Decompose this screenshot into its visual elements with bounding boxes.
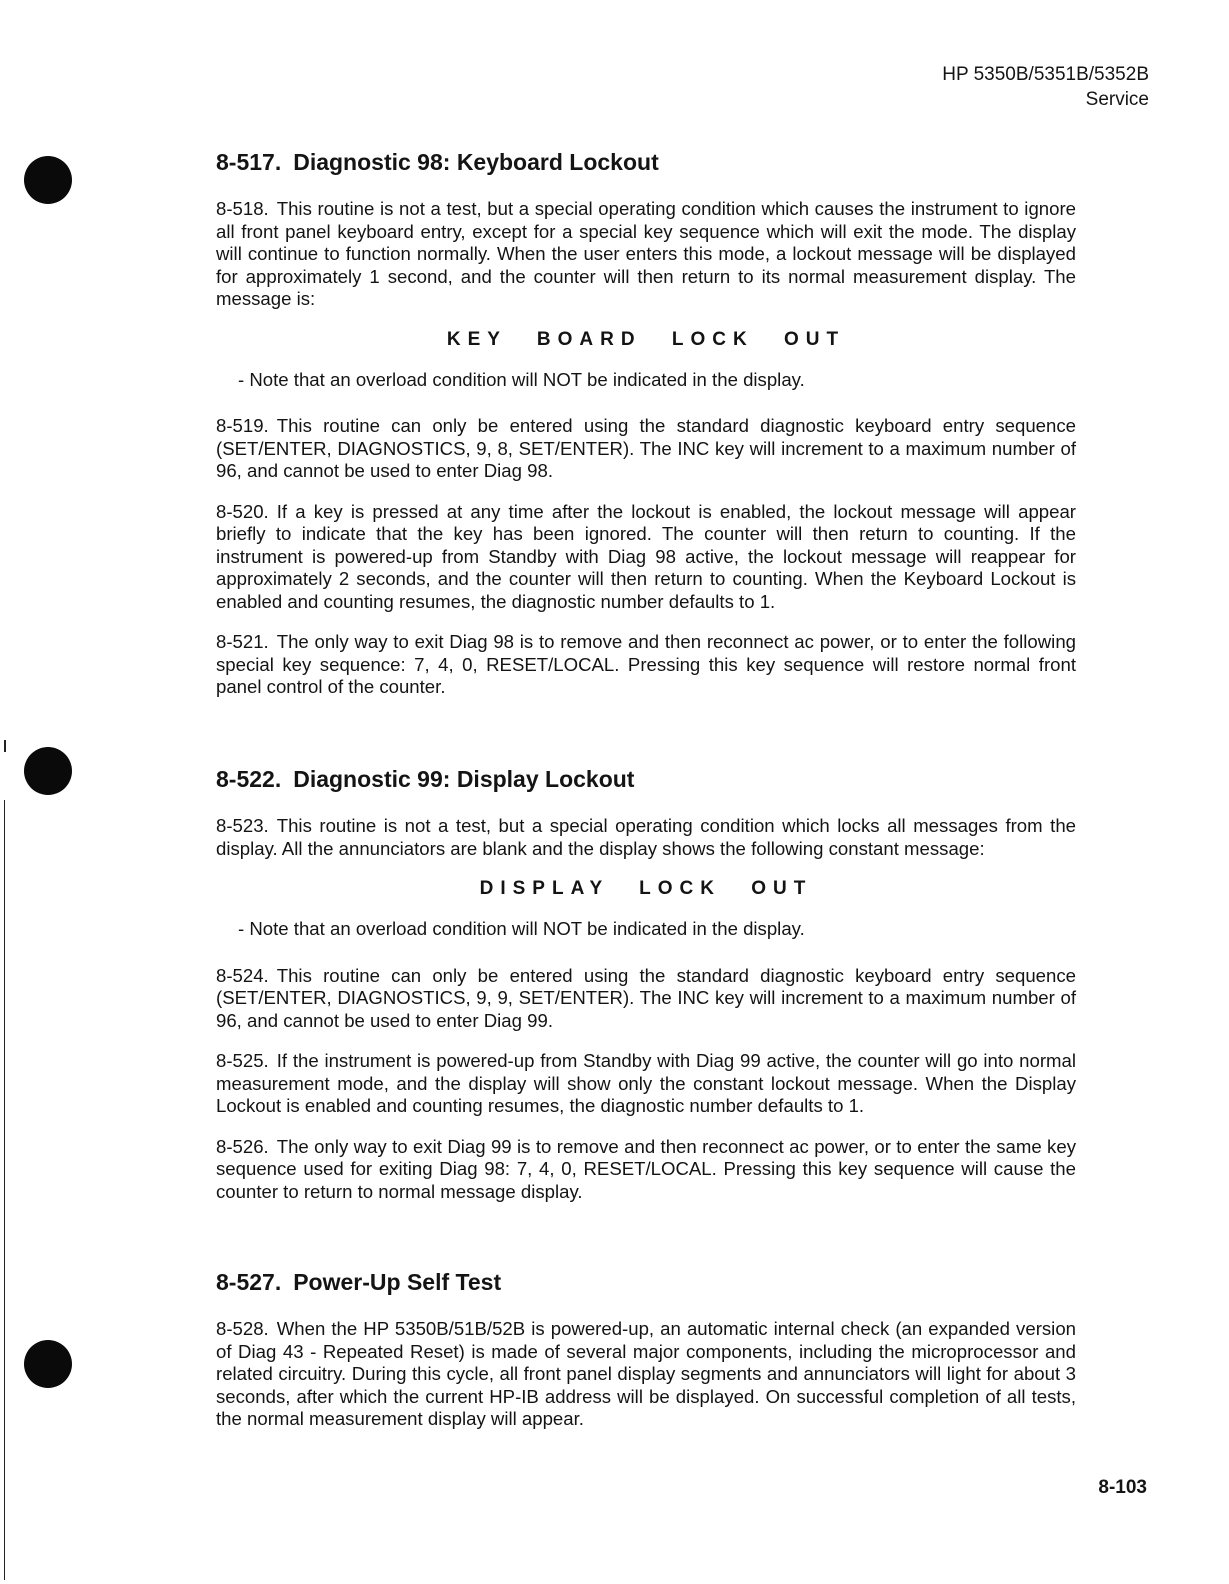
paragraph [216, 631, 1076, 699]
page-number: 8-103 [1098, 1477, 1147, 1498]
paragraph-number: 8-524. [216, 964, 269, 986]
note: - Note that an overload condition will NOT be indicated in the display. [238, 918, 805, 939]
paragraph-number: 8-526. [216, 1135, 269, 1157]
note: - Note that an overload condition will NOT be indicated in the display. [238, 368, 805, 390]
paragraph-text: This routine can only be entered using the standard diagnostic keyboard entry sequence (SET/ENTER, DIAGNOSTICS, 9, 9, SET/ENTER). The INC key will increment to a maximum number of 96, and cannot be used to enter Diag 99. [216, 964, 1076, 1031]
display-message: KEY BOARD LOCK OUT [446, 328, 846, 350]
paragraph-number: 8-518. [216, 198, 269, 219]
section-number: 8-522. [216, 766, 282, 792]
paragraph-number: 8-523. [216, 815, 269, 836]
binder-hole-icon [24, 747, 72, 795]
section-title: Diagnostic 99: Display Lockout [293, 766, 635, 792]
paragraph-text: If a key is pressed at any time after the lockout is enabled, the lockout message will appear briefly to indicate that the key has been ignored. The counter will then return to counting. If the instrument is powered-up from Standby with Diag 98 active, the lockout message will reappear for approximately 2 seconds, and the counter will then return to counting. When the Keyboard Lockout is enabled and counting resumes, the diagnostic number defaults to 1. [216, 500, 1076, 612]
header-model: HP 5350B/5351B/5352B [942, 64, 1149, 85]
paragraph [216, 1136, 1076, 1204]
paragraph [216, 965, 1076, 1033]
section-heading [216, 148, 1076, 176]
section-power-up-self-test [216, 1268, 1076, 1449]
section-display-lockout [216, 765, 1076, 1221]
scan-edge-mark [4, 800, 5, 1580]
page-header [942, 62, 1149, 112]
paragraph-number: 8-520. [216, 500, 269, 522]
paragraph-text: This routine is not a test, but a special operating condition which locks all messages from the display. All the annunciators are blank and the display shows the following constant message: [216, 815, 1076, 859]
section-heading [216, 765, 1076, 793]
paragraph-number: 8-521. [216, 631, 269, 652]
paragraph-text: The only way to exit Diag 99 is to remove and then reconnect ac power, or to enter the same key sequence used for exiting Diag 98: 7, 4, 0, RESET/LOCAL. Pressing this key sequence will cause the counter to return to normal message display. [216, 1135, 1076, 1202]
section-number: 8-517. [216, 149, 282, 175]
display-message: DISPLAY LOCK OUT [479, 878, 813, 899]
section-heading [216, 1268, 1076, 1296]
binder-hole-icon [24, 1340, 72, 1388]
paragraph-text: This routine can only be entered using the standard diagnostic keyboard entry sequence (SET/ENTER, DIAGNOSTICS, 9, 8, SET/ENTER). The INC key will increment to a maximum number of 96, and cannot be used to enter Diag 98. [216, 415, 1076, 481]
paragraph [216, 501, 1076, 614]
binder-hole-icon [24, 156, 72, 204]
section-title: Diagnostic 98: Keyboard Lockout [293, 149, 659, 175]
header-section: Service [1085, 89, 1149, 110]
paragraph-number: 8-519. [216, 415, 269, 436]
section-title: Power-Up Self Test [293, 1269, 502, 1295]
scan-edge-mark [4, 740, 6, 752]
section-number: 8-527. [216, 1269, 282, 1295]
section-keyboard-lockout [216, 148, 1076, 717]
paragraph [216, 415, 1076, 483]
paragraph-text: This routine is not a test, but a special operating condition which causes the instrument to ignore all front panel keyboard entry, except for a special key sequence which will exit the mode. The display will continue to function normally. When the user enters this mode, a lockout message will be displayed for approximately 1 second, and the counter will then return to its normal measurement display. The message is: [216, 198, 1076, 309]
paragraph [216, 1318, 1076, 1431]
paragraph-number: 8-528. [216, 1318, 269, 1339]
paragraph [216, 198, 1076, 311]
paragraph-text: When the HP 5350B/51B/52B is powered-up, an automatic internal check (an expanded version of Diag 43 - Repeated Reset) is made of several major components, including the microprocessor and related circuitry. During this cycle, all front panel display segments and annunciators will light for about 3 seconds, after which the current HP-IB address will be displayed. On successful completion of all tests, the normal measurement display will appear. [216, 1318, 1076, 1429]
paragraph [216, 1050, 1076, 1118]
paragraph [216, 815, 1076, 860]
paragraph-text: If the instrument is powered-up from Standby with Diag 99 active, the counter will go into normal measurement mode, and the display will show only the constant lockout message. When the Display Lockout is enabled and counting resumes, the diagnostic number defaults to 1. [216, 1050, 1076, 1116]
paragraph-number: 8-525. [216, 1050, 269, 1071]
paragraph-text: The only way to exit Diag 98 is to remove and then reconnect ac power, or to enter the following special key sequence: 7, 4, 0, RESET/LOCAL. Pressing this key sequence will restore normal front panel control of the counter. [216, 631, 1076, 697]
